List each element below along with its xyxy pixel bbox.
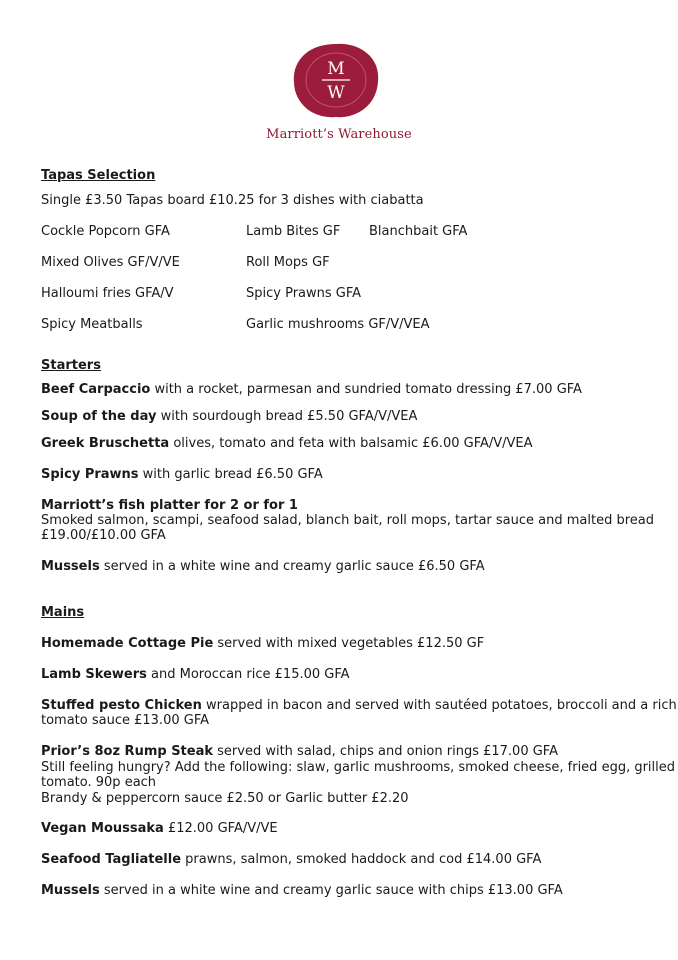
menu-item — [41, 636, 484, 652]
dish-detail: Still feeling hungry? Add the following: slaw, garlic mushrooms, smoked cheese, fried egg, grilled — [41, 760, 676, 775]
mains-heading: Mains — [41, 605, 85, 620]
starters-heading: Starters — [41, 358, 101, 373]
logo-seal — [291, 41, 381, 119]
tapas-heading: Tapas Selection — [41, 168, 156, 183]
dish-desc: olives, tomato and feta with balsamic £6.00 GFA/V/VEA — [169, 436, 533, 451]
dish-name: Prior’s 8oz Rump Steak — [41, 744, 214, 759]
menu-item — [41, 667, 350, 683]
menu-item — [41, 744, 558, 760]
dish-desc: and Moroccan rice £15.00 GFA — [146, 667, 350, 682]
dish-desc: prawns, salmon, smoked haddock and cod £14.00 GFA — [181, 852, 542, 867]
tapas-item: Spicy Prawns GFA — [246, 286, 362, 301]
dish-name: Beef Carpaccio — [41, 382, 151, 397]
dish-name: Seafood Tagliatelle — [41, 852, 182, 867]
tapas-item: Cockle Popcorn GFA — [41, 224, 170, 239]
dish-desc: served with mixed vegetables £12.50 GF — [213, 636, 485, 651]
menu-item — [41, 436, 533, 452]
tapas-item: Halloumi fries GFA/V — [41, 286, 174, 301]
dish-desc: served in a white wine and creamy garlic sauce with chips £13.00 GFA — [99, 883, 563, 898]
dish-detail: tomato sauce £13.00 GFA — [41, 713, 209, 728]
dish-name: Stuffed pesto Chicken — [41, 698, 202, 713]
menu-item — [41, 467, 323, 483]
menu-item — [41, 498, 298, 514]
dish-name: Marriott’s fish platter for 2 or for 1 — [41, 498, 298, 513]
dish-desc: with garlic bread £6.50 GFA — [138, 467, 323, 482]
dish-desc: served in a white wine and creamy garlic sauce £6.50 GFA — [99, 559, 485, 574]
seal-letter-w: W — [327, 83, 345, 103]
menu-item — [41, 409, 417, 425]
dish-detail: Smoked salmon, scampi, seafood salad, blanch bait, roll mops, tartar sauce and malted bread — [41, 513, 655, 528]
tapas-item: Spicy Meatballs — [41, 317, 143, 332]
dish-desc: £12.00 GFA/V/VE — [163, 821, 278, 836]
menu-item — [41, 852, 541, 868]
tapas-item: Roll Mops GF — [246, 255, 330, 270]
tapas-item: Garlic mushrooms GF/V/VEA — [246, 317, 430, 332]
dish-desc: served with salad, chips and onion rings £17.00 GFA — [213, 744, 558, 759]
dish-detail: £19.00/£10.00 GFA — [41, 528, 166, 543]
dish-desc: with a rocket, parmesan and sundried tomato dressing £7.00 GFA — [150, 382, 582, 397]
tapas-prices: Single £3.50 Tapas board £10.25 for 3 dishes with ciabatta — [41, 193, 424, 208]
brand-name: Marriott’s Warehouse — [266, 127, 412, 142]
menu-item — [41, 382, 582, 398]
tapas-item: Blanchbait GFA — [369, 224, 468, 239]
menu-item — [41, 559, 485, 575]
dish-detail: tomato. 90p each — [41, 775, 157, 790]
menu-item — [41, 698, 677, 714]
tapas-item: Lamb Bites GF — [246, 224, 341, 239]
dish-name: Lamb Skewers — [41, 667, 147, 682]
dish-detail: Brandy & peppercorn sauce £2.50 or Garlic butter £2.20 — [41, 791, 409, 806]
dish-name: Mussels — [41, 559, 100, 574]
seal-letter-m: M — [327, 59, 345, 79]
dish-name: Spicy Prawns — [41, 467, 139, 482]
dish-name: Mussels — [41, 883, 100, 898]
dish-name: Vegan Moussaka — [41, 821, 164, 836]
dish-name: Homemade Cottage Pie — [41, 636, 214, 651]
menu-item — [41, 883, 563, 899]
dish-desc: wrapped in bacon and served with sautéed potatoes, broccoli and a rich — [201, 698, 677, 713]
menu-item — [41, 821, 278, 837]
dish-name: Soup of the day — [41, 409, 157, 424]
dish-name: Greek Bruschetta — [41, 436, 170, 451]
tapas-item: Mixed Olives GF/V/VE — [41, 255, 180, 270]
dish-desc: with sourdough bread £5.50 GFA/V/VEA — [156, 409, 418, 424]
